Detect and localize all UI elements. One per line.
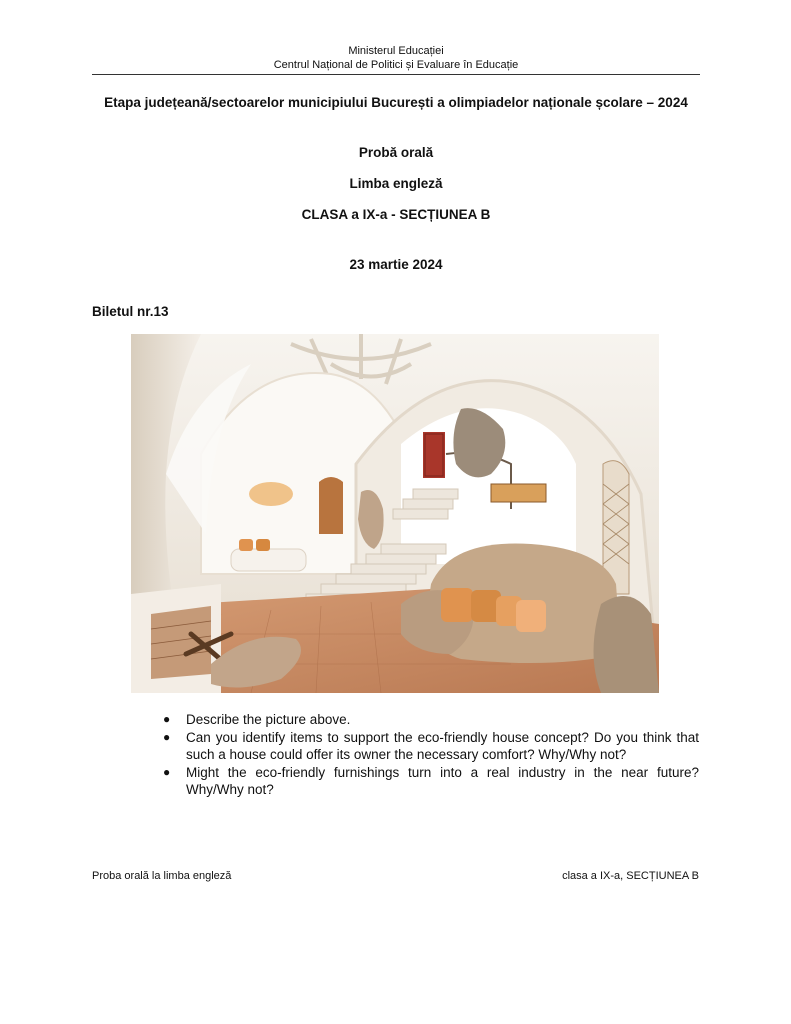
header-divider bbox=[92, 74, 700, 75]
question-list bbox=[163, 711, 699, 799]
bullet-icon: ● bbox=[163, 730, 171, 744]
footer-subject: Proba orală la limba engleză bbox=[92, 870, 232, 882]
bullet-icon: ● bbox=[163, 765, 171, 779]
footer-class: clasa a IX-a, SECȚIUNEA B bbox=[562, 870, 699, 882]
question-item bbox=[163, 711, 699, 728]
eco-house-interior-photo bbox=[131, 334, 659, 693]
subject: Limba engleză bbox=[349, 176, 443, 191]
question-text: Might the eco-friendly furnishings turn into a real industry in the near future? Why/Why not? bbox=[186, 765, 699, 797]
page-header bbox=[92, 44, 700, 72]
document-title: Etapa județeană/sectoarelor municipiului București a olimpiadelor naționale școlare – 2024 bbox=[104, 95, 688, 110]
center-name: Centrul Național de Politici și Evaluare în Educație bbox=[273, 59, 519, 71]
exam-date: 23 martie 2024 bbox=[349, 257, 443, 272]
bullet-icon: ● bbox=[163, 712, 171, 726]
ticket-number: Biletul nr.13 bbox=[92, 304, 169, 319]
question-text: Describe the picture above. bbox=[186, 712, 351, 727]
question-text: Can you identify items to support the eco-friendly house concept? Do you think that such a house could offer its owner the necessary comfort? Why/Why not? bbox=[186, 730, 699, 762]
ministry-name: Ministerul Educației bbox=[348, 45, 444, 57]
question-item bbox=[163, 729, 699, 763]
question-item bbox=[163, 764, 699, 798]
class-section: CLASA a IX-a - SECȚIUNEA B bbox=[301, 207, 491, 222]
exam-type: Probă orală bbox=[358, 145, 434, 160]
